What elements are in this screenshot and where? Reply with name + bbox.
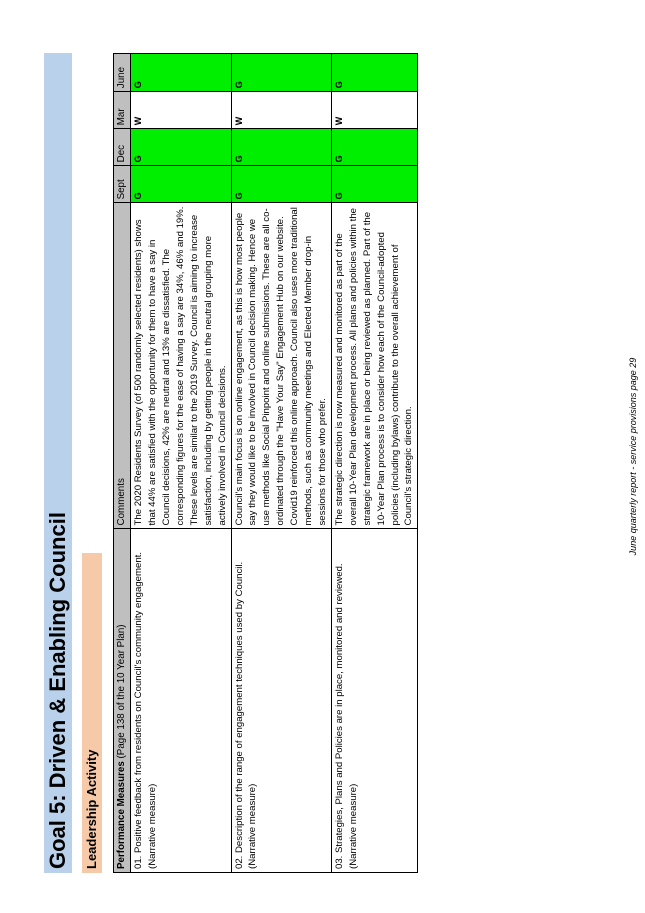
- table-row: [231, 54, 331, 873]
- header-comments: Comments: [114, 203, 131, 529]
- measure-cell: 03. Strategies, Plans and Policies are in place, monitored and reviewed. (Narrative measure): [331, 529, 417, 873]
- header-measure-note: (Page 138 of the 10 Year Plan): [116, 624, 127, 762]
- status-sept: G: [331, 166, 417, 203]
- goal-title: Goal 5: Driven & Enabling Council: [45, 512, 70, 869]
- header-measure-bold: Performance Measures: [116, 761, 127, 869]
- header-sept: Sept: [114, 166, 131, 203]
- measure-cell: 02. Description of the range of engagement techniques used by Council. (Narrative measure): [231, 529, 331, 873]
- page-footer: June quarterly report - service provisions page 29: [628, 357, 638, 556]
- header-dec: Dec: [114, 129, 131, 166]
- status-sept: G: [231, 166, 331, 203]
- comments-cell: The strategic direction is now measured and monitored as part of the overall 10-Year Plan development process. All plans and policies within the strategic framework are in place or being reviewed as planned. Part of the 10-Year Plan process is to consider how each of the Council-adopted policies (including bylaws) contribute to the overall achievement of Council's strategic direction.: [331, 203, 417, 529]
- status-dec: G: [131, 129, 231, 166]
- activity-title: Leadership Activity: [84, 749, 99, 869]
- status-sept: G: [131, 166, 231, 203]
- status-dec: G: [231, 129, 331, 166]
- table-header-row: [114, 54, 131, 873]
- status-june: G: [331, 54, 417, 92]
- status-mar: W: [231, 92, 331, 129]
- measure-cell: 01. Positive feedback from residents on Council's community engagement. (Narrative measure): [131, 529, 231, 873]
- header-mar: Mar: [114, 92, 131, 129]
- status-mar: W: [331, 92, 417, 129]
- header-performance-measures: [114, 529, 131, 873]
- header-june: June: [114, 54, 131, 92]
- comments-cell: The 2020 Residents Survey (of 500 randomly selected residents) shows that 44% are satisfied with the opportunity for them to have a say in Council decisions, 42% are neutral and 13% are dissatisfied. The corresponding figures for the ease of having a say are 34%, 46% and 19%. These levels are similar to the 2019 Survey. Council is aiming to increase satisfaction, including by getting people in the neutral grouping more actively involved in Council decisions.: [131, 203, 231, 529]
- comments-cell: Council's main focus is on online engagement, as this is how most people say they would like to be involved in Council decision making. Hence we use methods like Social Pinpoint and online submissions. These are all co-ordinated through the "Have Your Say" Engagement Hub on our website. Covid19 reinforced this online approach. Council also uses more traditional methods, such as community meetings and Elected Member drop-in sessions for those who prefer.: [231, 203, 331, 529]
- status-june: G: [231, 54, 331, 92]
- status-dec: G: [331, 129, 417, 166]
- status-mar: W: [131, 92, 231, 129]
- table-row: [331, 54, 417, 873]
- status-june: G: [131, 54, 231, 92]
- table-row: [131, 54, 231, 873]
- performance-measures-table: [113, 53, 418, 873]
